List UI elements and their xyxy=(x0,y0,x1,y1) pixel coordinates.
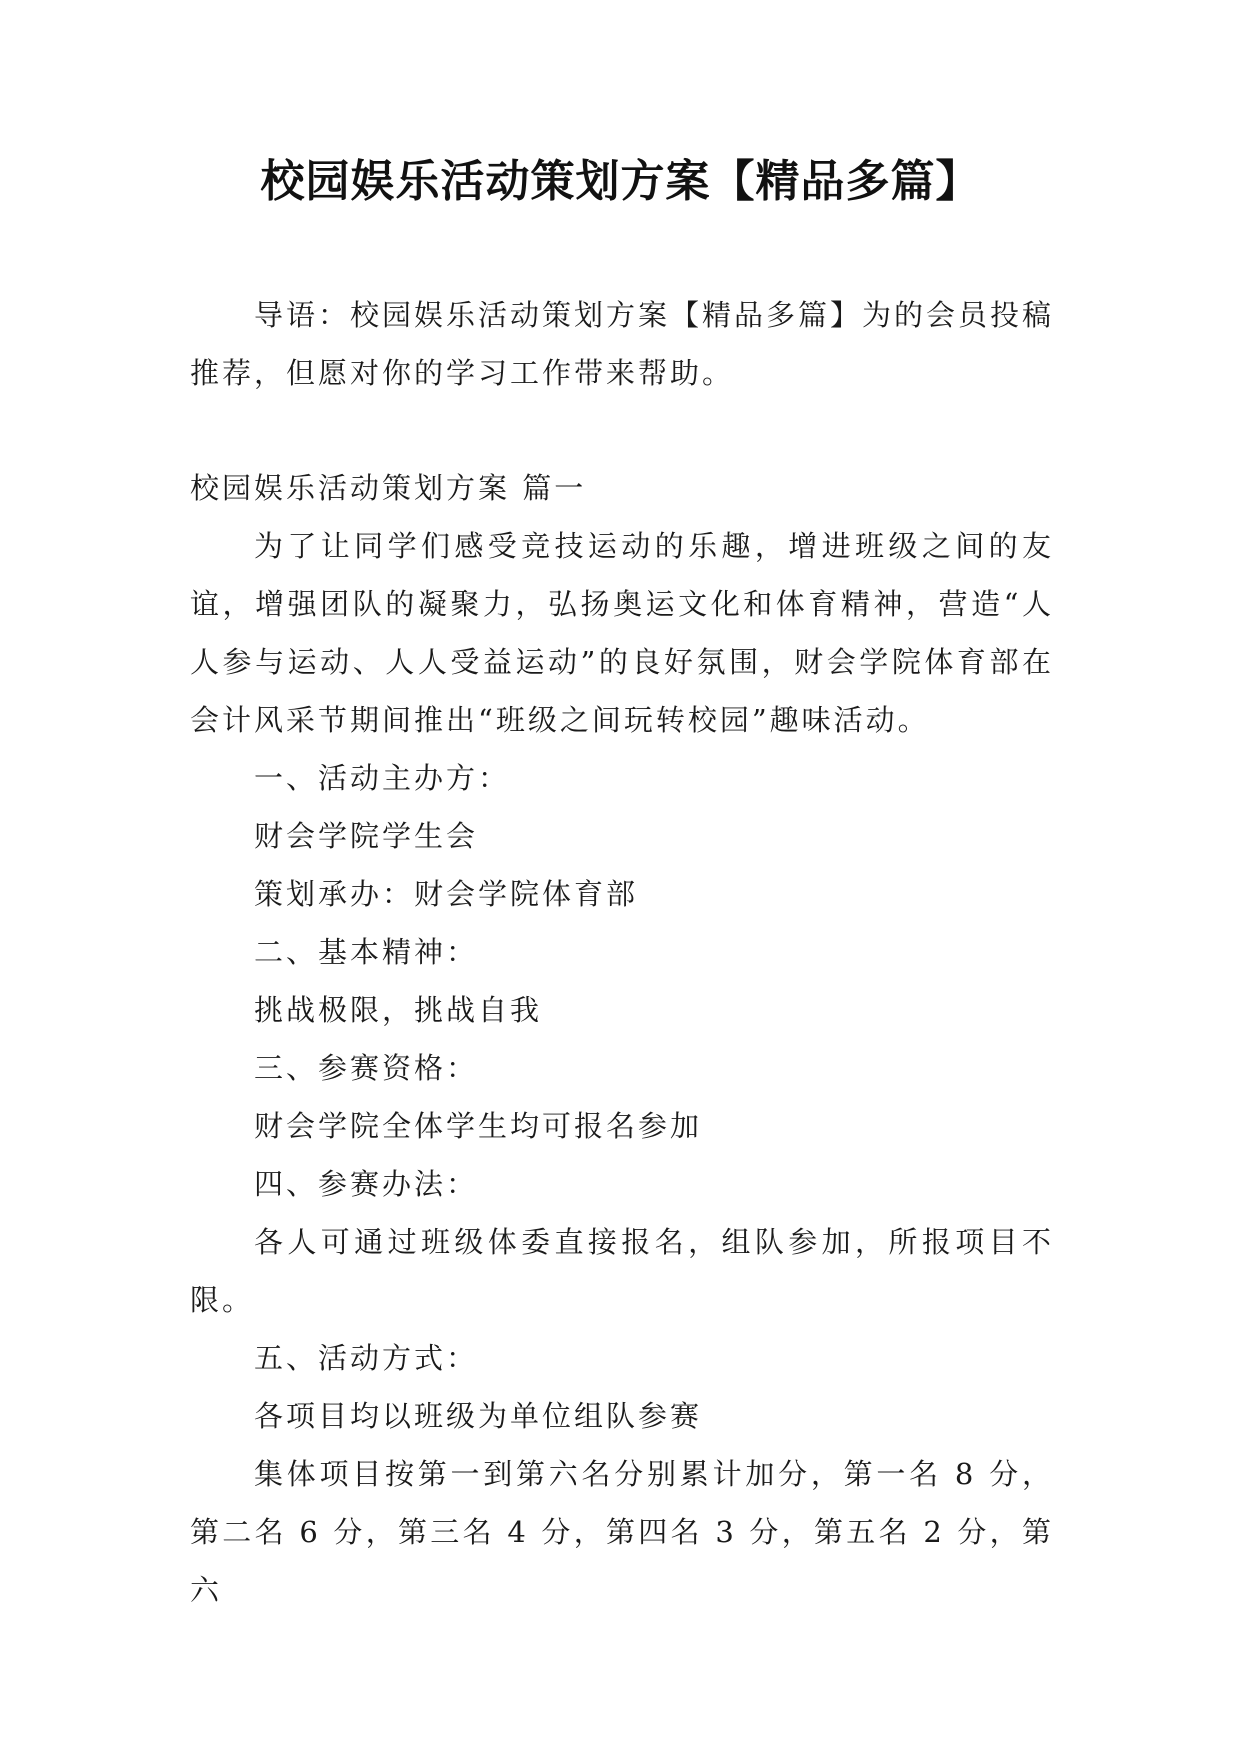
paragraph: 各项目均以班级为单位组队参赛 xyxy=(254,1399,703,1433)
section-heading: 校园娱乐活动策划方案 篇一 xyxy=(190,471,587,505)
paragraph: 财会学院学生会 xyxy=(254,819,479,853)
section-one xyxy=(190,459,1054,1619)
paragraph: 四、参赛办法： xyxy=(254,1167,479,1201)
intro-block xyxy=(190,286,1054,402)
paragraph: 为了让同学们感受竞技运动的乐趣，增进班级之间的友谊，增强团队的凝聚力，弘扬奥运文化和体育精神，营造“人人参与运动、人人受益运动”的良好氛围，财会学院体育部在会计风采节期间推出“班级之间玩转校园”趣味活动。 xyxy=(190,529,1054,737)
paragraph: 三、参赛资格： xyxy=(254,1051,479,1085)
paragraph: 挑战极限，挑战自我 xyxy=(254,993,543,1027)
paragraph: 财会学院全体学生均可报名参加 xyxy=(254,1109,703,1143)
paragraph: 一、活动主办方： xyxy=(254,761,511,795)
intro-paragraph: 导语：校园娱乐活动策划方案【精品多篇】为的会员投稿推荐，但愿对你的学习工作带来帮助。 xyxy=(190,298,1055,390)
paragraph: 五、活动方式： xyxy=(254,1341,479,1375)
document-title: 校园娱乐活动策划方案【精品多篇】 xyxy=(260,156,981,207)
paragraph: 二、基本精神： xyxy=(254,935,479,969)
paragraph: 策划承办：财会学院体育部 xyxy=(254,877,639,911)
paragraph: 集体项目按第一到第六名分别累计加分，第一名 8 分，第二名 6 分，第三名 4 分，第四名 3 分，第五名 2 分，第六 xyxy=(190,1457,1054,1607)
paragraph: 各人可通过班级体委直接报名，组队参加，所报项目不限。 xyxy=(190,1225,1054,1317)
